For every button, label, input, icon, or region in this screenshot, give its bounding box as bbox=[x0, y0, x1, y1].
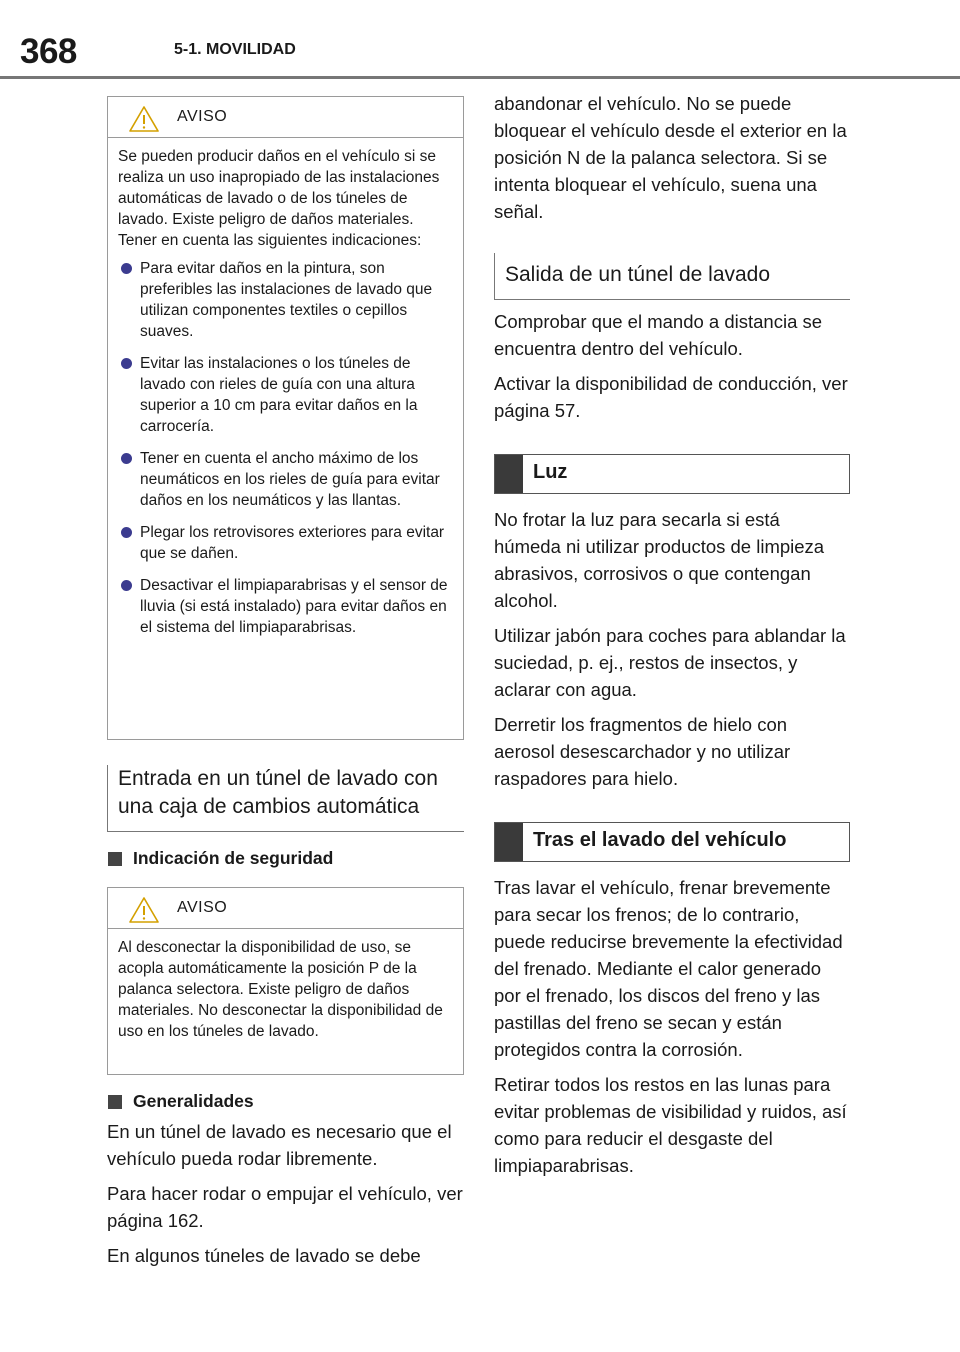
warning-bullet: Para evitar daños en la pintura, son preferibles las instalaciones de lavado que utilizan componentes textiles o cepillos suaves. bbox=[118, 258, 449, 342]
heading-after-wash bbox=[494, 822, 850, 862]
warning-title: AVISO bbox=[177, 899, 228, 916]
heading-after-wash-text: Tras el lavado del vehículo bbox=[533, 829, 787, 851]
paragraph: Activar la disponibilidad de conducción, ver página 57. bbox=[494, 373, 848, 421]
warning-triangle-icon bbox=[128, 896, 160, 924]
paragraph: Para hacer rodar o empujar el vehículo, ver página 162. bbox=[107, 1183, 463, 1231]
heading-general: Generalidades bbox=[107, 1091, 464, 1112]
warning-box bbox=[107, 96, 464, 740]
warning-box-2 bbox=[107, 887, 464, 1075]
warning-title: AVISO bbox=[177, 108, 228, 125]
paragraph: Comprobar que el mando a distancia se encuentra dentro del vehículo. bbox=[494, 311, 823, 359]
heading-safety: Indicación de seguridad bbox=[107, 848, 464, 869]
warning-intro: Se pueden producir daños en el vehículo si se realiza un uso inapropiado de las instalaciones automáticas de lavado o de los túneles de lavado. Existe peligro de daños materiales. Tener en cuenta las siguientes indicaciones: bbox=[118, 148, 440, 249]
paragraph: Retirar todos los restos en las lunas para evitar problemas de visibilidad y ruidos, así como para reducir el desgaste del limpiaparabrisas. bbox=[494, 1074, 847, 1176]
warning-bullet: Evitar las instalaciones o los túneles de lavado con rieles de guía con una altura superior a 10 cm para evitar daños en la carrocería. bbox=[118, 353, 449, 437]
heading-bar bbox=[495, 823, 523, 861]
heading-light-text: Luz bbox=[533, 461, 568, 483]
header-rule bbox=[0, 76, 960, 79]
heading-bar bbox=[495, 455, 523, 493]
warning-body bbox=[108, 138, 463, 651]
warning-triangle-icon bbox=[128, 105, 160, 133]
paragraph: Utilizar jabón para coches para ablandar la suciedad, p. ej., restos de insectos, y aclarar con agua. bbox=[494, 625, 846, 700]
warning-header bbox=[108, 888, 463, 929]
paragraph: En un túnel de lavado es necesario que el vehículo pueda rodar libremente. bbox=[107, 1121, 452, 1169]
warning-bullet: Plegar los retrovisores exteriores para evitar que se dañen. bbox=[118, 522, 449, 564]
heading-light bbox=[494, 454, 850, 494]
warning-bullet: Desactivar el limpiaparabrisas y el sensor de lluvia (si está instalado) para evitar daños en el sistema del limpiaparabrisas. bbox=[118, 575, 449, 638]
right-column bbox=[494, 90, 850, 1187]
subheading-car-wash-entry: Entrada en un túnel de lavado con una caja de cambios automática bbox=[107, 765, 464, 832]
section-title: 5-1. MOVILIDAD bbox=[174, 41, 296, 58]
warning-body bbox=[108, 929, 463, 1062]
warning-text: Al desconectar la disponibilidad de uso, se acopla automáticamente la posición P de la palanca selectora. Existe peligro de daños materiales. No desconectar la disponibilidad de uso en los túneles de lavado. bbox=[118, 939, 443, 1040]
warning-bullet: Tener en cuenta el ancho máximo de los neumáticos en los rieles de guía para evitar daños en los neumáticos y las llantas. bbox=[118, 448, 449, 511]
warning-header bbox=[108, 97, 463, 138]
paragraph: Tras lavar el vehículo, frenar brevemente para secar los frenos; de lo contrario, puede reducirse brevemente la efectividad del frenado. Mediante el calor generado por el frenado, los discos del freno y las pastillas del freno se secan y están protegidos contra la corrosión. bbox=[494, 877, 843, 1060]
page-number: 368 bbox=[20, 32, 77, 71]
left-column bbox=[107, 96, 464, 1277]
paragraph: En algunos túneles de lavado se debe bbox=[107, 1245, 421, 1266]
paragraph: No frotar la luz para secarla si está húmeda ni utilizar productos de limpieza abrasivos, corrosivos o que contengan alcohol. bbox=[494, 509, 825, 611]
paragraph: Derretir los fragmentos de hielo con aerosol desescarchador y no utilizar raspadores para hielo. bbox=[494, 714, 791, 789]
subheading-exit: Salida de un túnel de lavado bbox=[494, 253, 850, 300]
paragraph-continuation: abandonar el vehículo. No se puede bloquear el vehículo desde el exterior en la posición N de la palanca selectora. Si se intenta bloquear el vehículo, suena una señal. bbox=[494, 93, 847, 222]
